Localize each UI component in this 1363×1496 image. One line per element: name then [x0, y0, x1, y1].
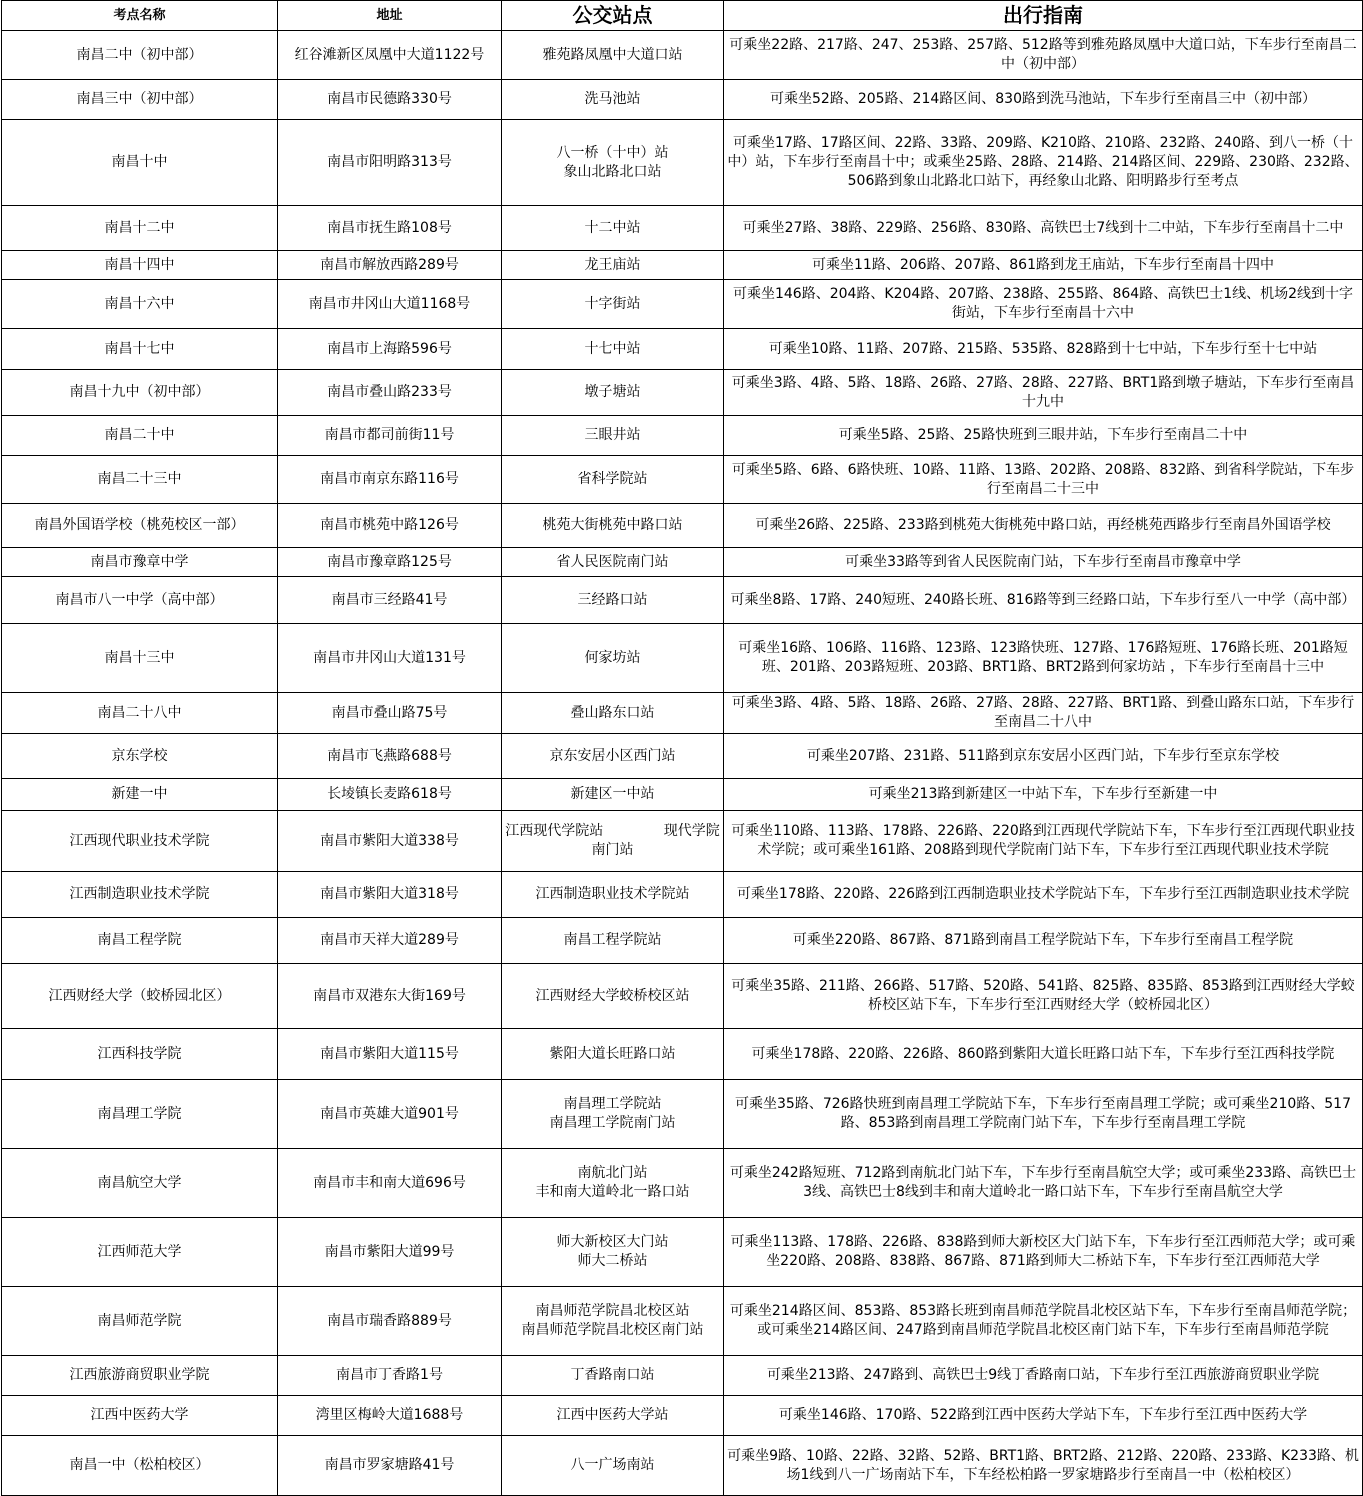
travel-guide-cell: 可乘坐8路、17路、240短班、240路长班、816路等到三经路口站，下车步行至八一中学（高中部） [724, 577, 1363, 624]
address-cell: 南昌市紫阳大道318号 [278, 872, 502, 918]
exam-site-name: 南昌十四中 [2, 251, 278, 280]
address-cell: 南昌市井冈山大道1168号 [278, 280, 502, 329]
exam-site-name: 南昌理工学院 [2, 1080, 278, 1149]
travel-guide-cell: 可乘坐113路、178路、226路、838路到师大新校区大门站下车，下车步行至江西师范大学；或可乘坐220路、208路、838路、867路、871路到师大二桥站下车，下车步行至江西师范大学 [724, 1218, 1363, 1287]
exam-site-name: 京东学校 [2, 734, 278, 779]
table-row [2, 1356, 1363, 1396]
table-row [2, 779, 1363, 811]
table-row [2, 80, 1363, 120]
travel-guide-cell: 可乘坐5路、25路、25路快班到三眼井站，下车步行至南昌二十中 [724, 416, 1363, 456]
travel-guide-cell: 可乘坐213路到新建区一中站下车，下车步行至新建一中 [724, 779, 1363, 811]
exam-site-name: 南昌工程学院 [2, 918, 278, 964]
address-cell: 南昌市解放西路289号 [278, 251, 502, 280]
address-cell: 南昌市紫阳大道338号 [278, 811, 502, 872]
bus-stop-cell: 丁香路南口站 [502, 1356, 724, 1396]
table-row [2, 329, 1363, 370]
table-row [2, 734, 1363, 779]
table-row [2, 456, 1363, 504]
address-cell: 南昌市民德路330号 [278, 80, 502, 120]
address-cell: 南昌市丁香路1号 [278, 1356, 502, 1396]
table-row [2, 206, 1363, 251]
travel-guide-cell: 可乘坐33路等到省人民医院南门站，下车步行至南昌市豫章中学 [724, 548, 1363, 577]
header-bus-stop: 公交站点 [502, 1, 724, 31]
bus-stop-cell: 江西现代学院站 现代学院南门站 [502, 811, 724, 872]
address-cell: 南昌市天祥大道289号 [278, 918, 502, 964]
address-cell: 长堎镇长麦路618号 [278, 779, 502, 811]
travel-guide-cell: 可乘坐16路、106路、116路、123路、123路快班、127路、176路短班、176路长班、201路短班、201路、203路短班、203路、BRT1路、BRT2路到何家坊站 ，下车步行至南昌十三中 [724, 624, 1363, 693]
address-cell: 南昌市紫阳大道115号 [278, 1029, 502, 1080]
bus-stop-cell: 八一桥（十中）站 象山北路北口站 [502, 120, 724, 206]
table-row [2, 1436, 1363, 1496]
bus-stop-cell: 墩子塘站 [502, 370, 724, 416]
address-cell: 南昌市叠山路233号 [278, 370, 502, 416]
table-row [2, 1029, 1363, 1080]
address-cell: 南昌市瑞香路889号 [278, 1287, 502, 1356]
exam-site-name: 南昌十二中 [2, 206, 278, 251]
exam-site-name: 南昌二十中 [2, 416, 278, 456]
bus-stop-cell: 京东安居小区西门站 [502, 734, 724, 779]
exam-site-name: 南昌外国语学校（桃苑校区一部） [2, 504, 278, 548]
bus-stop-cell: 十二中站 [502, 206, 724, 251]
table-row [2, 416, 1363, 456]
travel-guide-cell: 可乘坐11路、206路、207路、861路到龙王庙站，下车步行至南昌十四中 [724, 251, 1363, 280]
exam-site-name: 江西师范大学 [2, 1218, 278, 1287]
bus-stop-cell: 龙王庙站 [502, 251, 724, 280]
bus-stop-cell: 江西制造职业技术学院站 [502, 872, 724, 918]
address-cell: 南昌市飞燕路688号 [278, 734, 502, 779]
travel-guide-cell: 可乘坐26路、225路、233路到桃苑大街桃苑中路口站，再经桃苑西路步行至南昌外国语学校 [724, 504, 1363, 548]
address-cell: 南昌市上海路596号 [278, 329, 502, 370]
table-row [2, 1149, 1363, 1218]
travel-guide-cell: 可乘坐22路、217路、247、253路、257路、512路等到雅苑路凤凰中大道口站，下车步行至南昌二中（初中部） [724, 31, 1363, 80]
table-row [2, 964, 1363, 1029]
address-cell: 南昌市叠山路75号 [278, 693, 502, 734]
address-cell: 南昌市紫阳大道99号 [278, 1218, 502, 1287]
travel-guide-cell: 可乘坐178路、220路、226路、860路到紫阳大道长旺路口站下车，下车步行至江西科技学院 [724, 1029, 1363, 1080]
bus-stop-cell: 桃苑大街桃苑中路口站 [502, 504, 724, 548]
table-row [2, 811, 1363, 872]
header-address: 地址 [278, 1, 502, 31]
travel-guide-cell: 可乘坐52路、205路、214路区间、830路到洗马池站，下车步行至南昌三中（初中部） [724, 80, 1363, 120]
bus-stop-cell: 十字街站 [502, 280, 724, 329]
bus-stop-cell: 南昌理工学院站 南昌理工学院南门站 [502, 1080, 724, 1149]
travel-guide-cell: 可乘坐178路、220路、226路到江西制造职业技术学院站下车，下车步行至江西制造职业技术学院 [724, 872, 1363, 918]
exam-site-name: 南昌三中（初中部） [2, 80, 278, 120]
table-row [2, 280, 1363, 329]
header-travel-guide: 出行指南 [724, 1, 1363, 31]
table-row [2, 504, 1363, 548]
bus-stop-cell: 三经路口站 [502, 577, 724, 624]
travel-guide-cell: 可乘坐207路、231路、511路到京东安居小区西门站，下车步行至京东学校 [724, 734, 1363, 779]
bus-stop-cell: 南昌师范学院昌北校区站 南昌师范学院昌北校区南门站 [502, 1287, 724, 1356]
exam-site-name: 江西制造职业技术学院 [2, 872, 278, 918]
table-row [2, 577, 1363, 624]
address-cell: 南昌市三经路41号 [278, 577, 502, 624]
table-row [2, 120, 1363, 206]
exam-site-name: 江西现代职业技术学院 [2, 811, 278, 872]
travel-guide-cell: 可乘坐35路、211路、266路、517路、520路、541路、825路、835路、853路到江西财经大学蛟桥校区站下车，下车步行至江西财经大学（蛟桥园北区） [724, 964, 1363, 1029]
table-row [2, 1218, 1363, 1287]
address-cell: 南昌市都司前街11号 [278, 416, 502, 456]
bus-stop-cell: 何家坊站 [502, 624, 724, 693]
exam-site-name: 江西中医药大学 [2, 1396, 278, 1436]
travel-guide-cell: 可乘坐146路、170路、522路到江西中医药大学站下车，下车步行至江西中医药大学 [724, 1396, 1363, 1436]
address-cell: 南昌市罗家塘路41号 [278, 1436, 502, 1496]
travel-guide-cell: 可乘坐27路、38路、229路、256路、830路、高铁巴士7线到十二中站，下车步行至南昌十二中 [724, 206, 1363, 251]
address-cell: 南昌市丰和南大道696号 [278, 1149, 502, 1218]
exam-site-table [1, 0, 1363, 1496]
bus-stop-cell: 三眼井站 [502, 416, 724, 456]
exam-site-name: 新建一中 [2, 779, 278, 811]
exam-site-name: 南昌二中（初中部） [2, 31, 278, 80]
table-row [2, 1080, 1363, 1149]
bus-stop-cell: 新建区一中站 [502, 779, 724, 811]
exam-site-name: 江西旅游商贸职业学院 [2, 1356, 278, 1396]
exam-site-name: 江西科技学院 [2, 1029, 278, 1080]
exam-site-name: 江西财经大学（蛟桥园北区） [2, 964, 278, 1029]
table-row [2, 918, 1363, 964]
exam-site-name: 南昌一中（松柏校区） [2, 1436, 278, 1496]
travel-guide-cell: 可乘坐220路、867路、871路到南昌工程学院站下车，下车步行至南昌工程学院 [724, 918, 1363, 964]
header-exam-site-name: 考点名称 [2, 1, 278, 31]
bus-stop-cell: 十七中站 [502, 329, 724, 370]
travel-guide-cell: 可乘坐10路、11路、207路、215路、535路、828路到十七中站，下车步行至十七中站 [724, 329, 1363, 370]
header-row [2, 1, 1363, 31]
travel-guide-cell: 可乘坐3路、4路、5路、18路、26路、27路、28路、227路、BRT1路、到叠山路东口站，下车步行至南昌二十八中 [724, 693, 1363, 734]
table-row [2, 1287, 1363, 1356]
address-cell: 南昌市南京东路116号 [278, 456, 502, 504]
bus-stop-cell: 雅苑路凤凰中大道口站 [502, 31, 724, 80]
exam-site-name: 南昌市豫章中学 [2, 548, 278, 577]
travel-guide-cell: 可乘坐242路短班、712路到南航北门站下车，下车步行至南昌航空大学；或可乘坐233路、高铁巴士3线、高铁巴士8线到丰和南大道岭北一路口站下车，下车步行至南昌航空大学 [724, 1149, 1363, 1218]
bus-stop-cell: 洗马池站 [502, 80, 724, 120]
bus-stop-cell: 省人民医院南门站 [502, 548, 724, 577]
exam-site-name: 南昌市八一中学（高中部） [2, 577, 278, 624]
bus-stop-cell: 八一广场南站 [502, 1436, 724, 1496]
exam-site-name: 南昌二十三中 [2, 456, 278, 504]
travel-guide-cell: 可乘坐110路、113路、178路、226路、220路到江西现代学院站下车，下车步行至江西现代职业技术学院；或可乘坐161路、208路到现代学院南门站下车，下车步行至江西现代职业技术学院 [724, 811, 1363, 872]
travel-guide-cell: 可乘坐35路、726路快班到南昌理工学院站下车，下车步行至南昌理工学院；或可乘坐210路、517路、853路到南昌理工学院南门站下车，下车步行至南昌理工学院 [724, 1080, 1363, 1149]
travel-guide-cell: 可乘坐213路、247路到、高铁巴士9线丁香路南口站，下车步行至江西旅游商贸职业学院 [724, 1356, 1363, 1396]
travel-guide-cell: 可乘坐214路区间、853路、853路长班到南昌师范学院昌北校区站下车，下车步行至南昌师范学院；或可乘坐214路区间、247路到南昌师范学院昌北校区南门站下车，下车步行至南昌师范学院 [724, 1287, 1363, 1356]
exam-site-name: 南昌十三中 [2, 624, 278, 693]
table-row [2, 31, 1363, 80]
address-cell: 南昌市阳明路313号 [278, 120, 502, 206]
exam-site-name: 南昌十九中（初中部） [2, 370, 278, 416]
exam-site-name: 南昌十中 [2, 120, 278, 206]
address-cell: 南昌市双港东大街169号 [278, 964, 502, 1029]
table-row [2, 548, 1363, 577]
table-row [2, 251, 1363, 280]
address-cell: 湾里区梅岭大道1688号 [278, 1396, 502, 1436]
address-cell: 南昌市豫章路125号 [278, 548, 502, 577]
exam-site-name: 南昌航空大学 [2, 1149, 278, 1218]
exam-site-name: 南昌十六中 [2, 280, 278, 329]
bus-stop-cell: 省科学院站 [502, 456, 724, 504]
address-cell: 南昌市井冈山大道131号 [278, 624, 502, 693]
address-cell: 南昌市桃苑中路126号 [278, 504, 502, 548]
table-row [2, 370, 1363, 416]
address-cell: 南昌市抚生路108号 [278, 206, 502, 251]
travel-guide-cell: 可乘坐146路、204路、K204路、207路、238路、255路、864路、高铁巴士1线、机场2线到十字街站，下车步行至南昌十六中 [724, 280, 1363, 329]
table-row [2, 624, 1363, 693]
bus-stop-cell: 江西中医药大学站 [502, 1396, 724, 1436]
address-cell: 南昌市英雄大道901号 [278, 1080, 502, 1149]
bus-stop-cell: 叠山路东口站 [502, 693, 724, 734]
bus-stop-cell: 江西财经大学蛟桥校区站 [502, 964, 724, 1029]
table-row [2, 872, 1363, 918]
bus-stop-cell: 紫阳大道长旺路口站 [502, 1029, 724, 1080]
travel-guide-cell: 可乘坐3路、4路、5路、18路、26路、27路、28路、227路、BRT1路到墩子塘站，下车步行至南昌十九中 [724, 370, 1363, 416]
exam-site-name: 南昌二十八中 [2, 693, 278, 734]
exam-site-name: 南昌十七中 [2, 329, 278, 370]
travel-guide-cell: 可乘坐17路、17路区间、22路、33路、209路、K210路、210路、232路、240路、到八一桥（十中）站，下车步行至南昌十中；或乘坐25路、28路、214路、214路区间、229路、230路、232路、506路到象山北路北口站下，再经象山北路、阳明路步行至考点 [724, 120, 1363, 206]
table-row [2, 1396, 1363, 1436]
address-cell: 红谷滩新区凤凰中大道1122号 [278, 31, 502, 80]
table-row [2, 693, 1363, 734]
bus-stop-cell: 南航北门站 丰和南大道岭北一路口站 [502, 1149, 724, 1218]
exam-site-name: 南昌师范学院 [2, 1287, 278, 1356]
bus-stop-cell: 南昌工程学院站 [502, 918, 724, 964]
travel-guide-cell: 可乘坐9路、10路、22路、32路、52路、BRT1路、BRT2路、212路、220路、233路、K233路、机场1线到八一广场南站下车，下车经松柏路一罗家塘路步行至南昌一中（松柏校区） [724, 1436, 1363, 1496]
travel-guide-cell: 可乘坐5路、6路、6路快班、10路、11路、13路、202路、208路、832路、到省科学院站，下车步行至南昌二十三中 [724, 456, 1363, 504]
bus-stop-cell: 师大新校区大门站 师大二桥站 [502, 1218, 724, 1287]
